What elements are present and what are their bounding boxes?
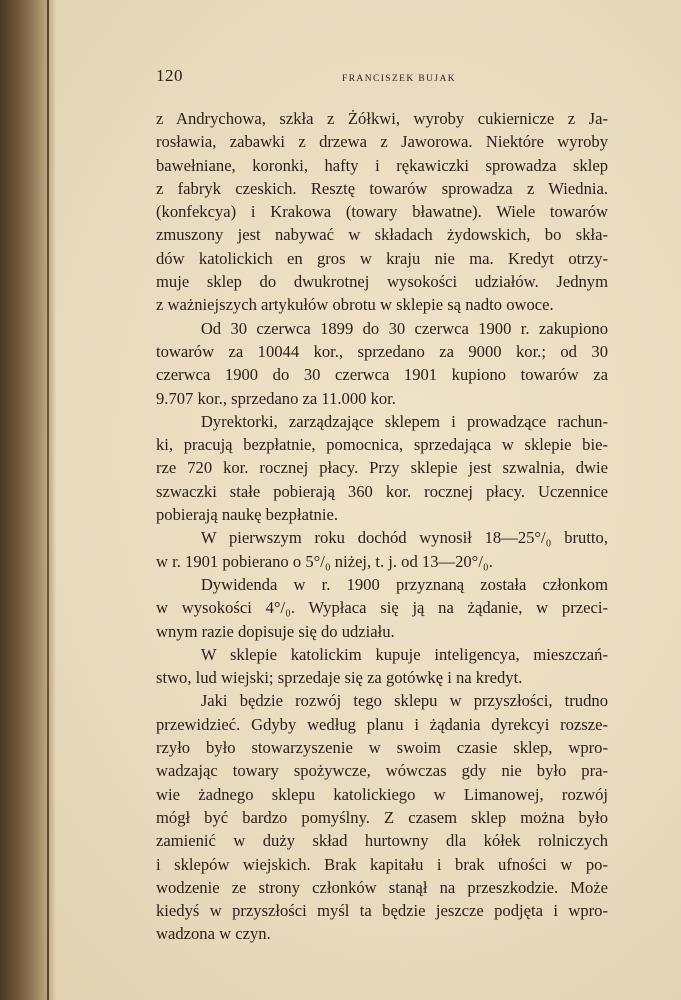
paragraph xyxy=(156,689,608,945)
paragraph xyxy=(156,643,608,690)
text-line: szwaczki stałe pobierają 360 kor. rocznej płacy. Uczennice xyxy=(156,481,608,501)
text-line: czerwca 1900 do 30 czerwca 1901 kupiono towarów za xyxy=(156,365,608,385)
text-line: pobierają naukę bezpłatnie. xyxy=(156,505,338,525)
text-line: wnym razie dopisuje się do udziału. xyxy=(156,621,395,641)
text-line: z fabryk czeskich. Resztę towarów sprowadza z Wiednia. xyxy=(156,178,608,198)
paragraph xyxy=(156,317,608,410)
paragraph xyxy=(156,410,608,526)
text-line: dów katolickich en gros w kraju nie ma. Kredyt otrzy- xyxy=(156,248,608,268)
text-line: Jaki będzie rozwój tego sklepu w przyszłości, trudno xyxy=(200,691,608,711)
paragraph xyxy=(156,573,608,643)
text-line: W pierwszym roku dochód wynosił 18—25°/₀ brutto, xyxy=(200,528,608,548)
text-line: stwo, lud wiejski; sprzedaje się za gotówkę i na kredyt. xyxy=(156,668,523,688)
text-line: mógł być bardzo pomyślny. Z czasem sklep można było xyxy=(156,807,608,827)
text-line: Dywidenda w r. 1900 przyznaną została członkom xyxy=(200,574,608,594)
binding-edge xyxy=(47,0,49,1000)
text-line: rosławia, zabawki z drzewa z Jaworowa. Niektóre wyroby xyxy=(156,132,608,152)
text-line: zmuszony jest nabywać w składach żydowskich, bo skła- xyxy=(156,225,608,245)
text-line: wadzając towary spożywcze, wówczas gdy nie było pra- xyxy=(156,761,608,781)
text-line: przewidzieć. Gdyby według planu i żądania dyrekcyi rozsze- xyxy=(156,714,608,734)
text-line: z ważniejszych artykułów obrotu w sklepie są nadto owoce. xyxy=(156,295,554,315)
text-line: rze 720 kor. rocznej płacy. Przy sklepie jest szwalnia, dwie xyxy=(156,458,608,478)
text-line: 9.707 kor., sprzedano za 11.000 kor. xyxy=(156,388,396,408)
text-line: i sklepów wiejskich. Brak kapitału i brak ufności w po- xyxy=(156,854,608,874)
text-line: z Andrychowa, szkła z Żółkwi, wyroby cukiernicze z Ja- xyxy=(156,109,608,128)
text-line: wadzona w czyn. xyxy=(156,924,271,944)
text-line: ki, pracują bezpłatnie, pomocnica, sprzedająca w sklepie bie- xyxy=(156,435,608,455)
text-line: zamienić w duży skład hurtowny dla kółek rolniczych xyxy=(156,831,608,851)
running-title: FRANCISZEK BUJAK xyxy=(342,74,456,84)
page-number: 120 xyxy=(156,66,183,85)
text-line: wodzenie ze strony członków stanął na przeszkodzie. Może xyxy=(156,877,608,897)
text-line: (konfekcya) i Krakowa (towary bławatne). Wiele towarów xyxy=(156,202,608,222)
paragraph xyxy=(156,526,608,573)
text-line: kiedyś w przyszłości myśl ta będzie jeszcze podjęta i wpro- xyxy=(156,901,608,921)
text-line: towarów za 10044 kor., sprzedano za 9000 kor.; od 30 xyxy=(156,341,608,361)
running-head xyxy=(156,66,456,92)
text-line: wie żadnego sklepu katolickiego w Limanowej, rozwój xyxy=(156,784,608,804)
text-line: Od 30 czerwca 1899 do 30 czerwca 1900 r. zakupiono xyxy=(200,318,608,338)
text-line: W sklepie katolickim kupuje inteligencya, mieszczań- xyxy=(200,644,608,664)
text-line: muje sklep do dwukrotnej wysokości udziałów. Jednym xyxy=(156,272,608,292)
text-line: rzyło było stowarzyszenie w swoim czasie sklep, wpro- xyxy=(156,738,608,758)
text-line: bawełniane, koronki, hafty i rękawiczki sprowadza sklep xyxy=(156,155,608,175)
body-text xyxy=(156,107,608,946)
text-line: Dyrektorki, zarządzające sklepem i prowadzące rachun- xyxy=(200,411,608,431)
text-line: w r. 1901 pobierano o 5°/₀ niżej, t. j. od 13—20°/₀. xyxy=(156,551,493,571)
paragraph xyxy=(156,107,608,317)
text-line: w wysokości 4°/₀. Wypłaca się ją na żądanie, w przeci- xyxy=(156,598,608,618)
